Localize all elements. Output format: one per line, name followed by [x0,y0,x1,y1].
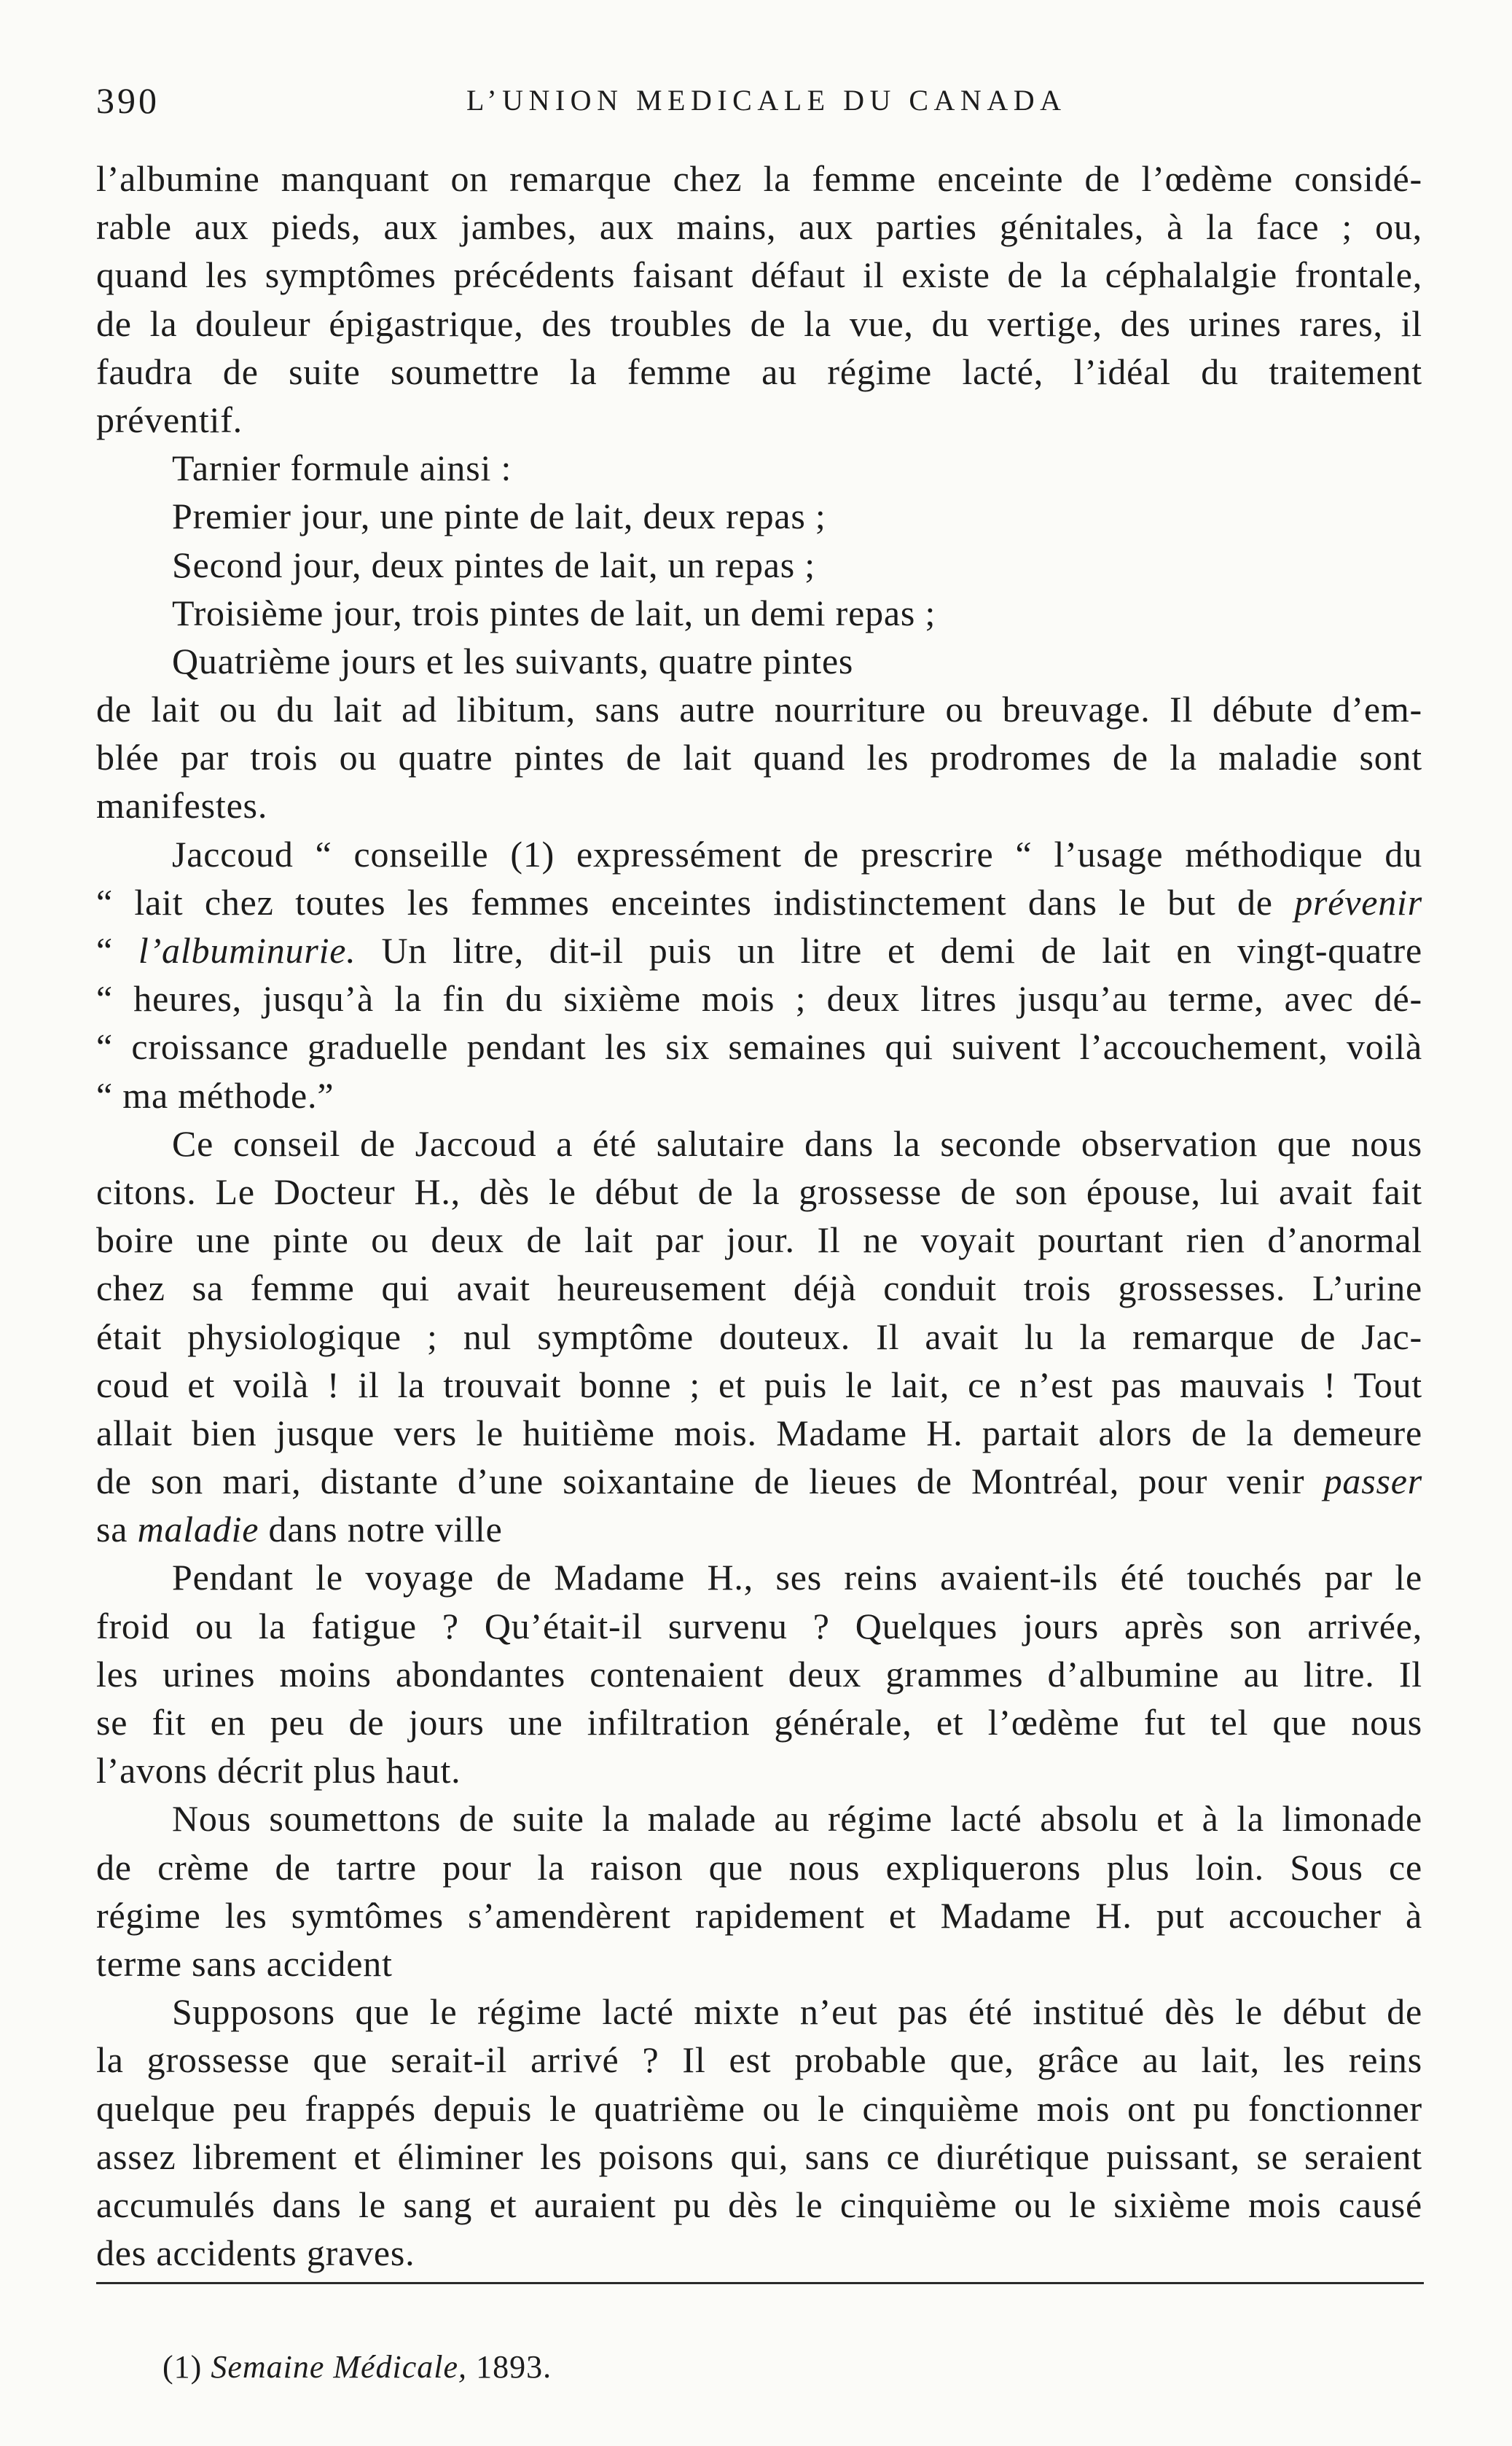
text-line [96,1988,1422,2036]
text-run: préventif. [96,399,243,440]
text-line [96,541,1422,589]
text-line [96,1216,1422,1264]
text-line [96,1023,1422,1071]
text-line [96,2181,1422,2229]
text-run: Nous soumettons de suite la malade au régime lacté absolu et à la limonade [172,1798,1422,1840]
text-line [96,1553,1422,1601]
text-line [96,1939,1422,1988]
footnote [162,2345,552,2389]
text-run: régime les symtômes s’amendèrent rapidement et Madame H. put accoucher à [96,1894,1422,1936]
text-run: Ce conseil de Jaccoud a été salutaire dans la seconde observation que nous [172,1122,1422,1164]
text-run: la grossesse que serait-il arrivé ? Il est probable que, grâce au lait, les reins [96,2039,1422,2081]
text-run: de la douleur épigastrique, des troubles de la vue, du vertige, des urines rares, il [96,302,1422,344]
text-line [96,203,1422,251]
text-line [96,300,1422,348]
text-run: “ croissance graduelle pendant les six semaines qui suivent l’accouchement, voilà [96,1026,1422,1068]
article-body [96,155,1422,2277]
text-run: de crème de tartre pour la raison que nous expliquerons plus loin. Sous ce [96,1846,1422,1888]
text-line [96,1843,1422,1891]
text-line [96,1602,1422,1650]
page-number: 390 [96,80,160,121]
paragraph [96,1794,1422,1988]
italic-text-run: passer [1323,1461,1422,1502]
text-line [96,781,1422,829]
text-run: accumulés dans le sang et auraient pu dès le cinquième ou le sixième mois causé [96,2184,1422,2225]
text-line [96,1698,1422,1746]
text-line [96,926,1422,974]
paragraph [96,1553,1422,1794]
text-run: Un litre, dit-il puis un litre et demi de lait en vingt-quatre [356,930,1422,971]
footnote-marker: (1) [162,2349,203,2385]
journal-title: L’UNION MEDICALE DU CANADA [466,84,1067,117]
paragraph [96,541,1422,589]
text-run: dans notre ville [259,1509,503,1550]
text-line [96,2036,1422,2084]
text-run: citons. Le Docteur H., dès le début de la grossesse de son épouse, lui avait fait [96,1171,1422,1212]
text-run: les urines moins abondantes contenaient deux grammes d’albumine au litre. Il [96,1653,1422,1695]
text-line [96,1313,1422,1361]
text-line [96,2229,1422,2277]
text-run: Quatrième jours et les suivants, quatre pintes [172,640,854,681]
text-run: Supposons que le régime lacté mixte n’eut pas été institué dès le début de [172,1991,1422,2033]
text-line [96,1746,1422,1794]
paragraph [96,637,1422,685]
text-run: allait bien jusque vers le huitième mois. Madame H. partait alors de la demeure [96,1412,1422,1453]
text-line [96,1457,1422,1505]
paragraph [96,1988,1422,2277]
text-line [96,974,1422,1023]
text-run: assez librement et éliminer les poisons qui, sans ce diurétique puissant, se seraient [96,2136,1422,2177]
text-run: de son mari, distante d’une soixantaine de lieues de Montréal, pour venir [96,1461,1324,1502]
text-run: blée par trois ou quatre pintes de lait quand les prodromes de la maladie sont [96,737,1422,778]
text-run: “ ma méthode.” [96,1074,334,1116]
text-run: Troisième jour, trois pintes de lait, un demi repas ; [172,592,936,633]
text-run: terme sans accident [96,1942,393,1984]
text-line [96,2084,1422,2133]
text-run: coud et voilà ! il la trouvait bonne ; et puis le lait, ce n’est pas mauvais ! Tout [96,1364,1422,1405]
text-run: Pendant le voyage de Madame H., ses reins avaient-ils été touchés par le [172,1557,1422,1598]
text-line [96,685,1422,733]
text-run: Jaccoud “ conseille (1) expressément de prescrire “ l’usage méthodique du [172,833,1422,875]
text-line [96,1505,1422,1553]
paragraph [96,685,1422,830]
text-line [96,1168,1422,1216]
text-line [96,1794,1422,1843]
text-line [96,1891,1422,1939]
text-run: des accidents graves. [96,2232,415,2274]
text-run: froid ou la fatigue ? Qu’était-il survenu ? Quelques jours après son arrivée, [96,1605,1422,1646]
text-line [96,2133,1422,2181]
text-run: quand les symptômes précédents faisant défaut il existe de la céphalalgie frontale, [96,254,1422,296]
text-line [96,1650,1422,1698]
footnote-rule [96,2282,1424,2284]
italic-text-run: prévenir [1294,881,1422,923]
text-line [96,1409,1422,1457]
text-run: rable aux pieds, aux jambes, aux mains, aux parties génitales, à la face ; ou, [96,206,1422,248]
text-run: faudra de suite soumettre la femme au régime lacté, l’idéal du traitement [96,351,1422,392]
text-run: sa [96,1509,138,1550]
text-run: boire une pinte ou deux de lait par jour. Il ne voyait pourtant rien d’anormal [96,1219,1422,1261]
footnote-source: Semaine Médicale, [211,2349,468,2385]
paragraph [96,492,1422,540]
paragraph [96,830,1422,1120]
text-line [96,733,1422,781]
text-run: était physiologique ; nul symptôme douteux. Il avait lu la remarque de Jac- [96,1316,1422,1357]
text-line [96,492,1422,540]
text-line [96,830,1422,878]
text-run: chez sa femme qui avait heureusement déjà conduit trois grossesses. L’urine [96,1267,1422,1309]
text-run: se fit en peu de jours une infiltration générale, et l’œdème fut tel que nous [96,1702,1422,1743]
text-line [96,1264,1422,1312]
text-line [96,1071,1422,1120]
paragraph [96,444,1422,492]
text-line [96,1120,1422,1168]
text-run: Second jour, deux pintes de lait, un repas ; [172,544,816,585]
text-run: manifestes. [96,785,268,827]
text-line [96,637,1422,685]
text-line [96,155,1422,203]
italic-text-run: maladie [137,1509,259,1550]
text-run: Premier jour, une pinte de lait, deux repas ; [172,496,826,537]
paragraph [96,589,1422,637]
text-run: quelque peu frappés depuis le quatrième ou le cinquième mois ont pu fonctionner [96,2087,1422,2129]
text-run: l’avons décrit plus haut. [96,1750,461,1791]
text-run: “ heures, jusqu’à la fin du sixième mois ; deux litres jusqu’au terme, avec dé- [96,978,1422,1020]
text-line [96,396,1422,444]
text-line [96,251,1422,299]
text-line [96,1361,1422,1409]
text-line [96,444,1422,492]
footnote-year: 1893. [476,2349,552,2385]
text-line [96,348,1422,396]
paragraph [96,1120,1422,1554]
text-run: Tarnier formule ainsi : [172,448,512,489]
running-head [0,79,1512,122]
paragraph [96,155,1422,444]
text-run: “ [96,930,138,971]
text-line [96,878,1422,926]
text-run: de lait ou du lait ad libitum, sans autre nourriture ou breuvage. Il débute d’em- [96,689,1422,730]
text-line [96,589,1422,637]
italic-text-run: l’albuminurie. [138,930,356,971]
text-run: “ lait chez toutes les femmes enceintes indistinctement dans le but de [96,881,1295,923]
text-run: l’albumine manquant on remarque chez la femme enceinte de l’œdème considé- [96,158,1422,199]
